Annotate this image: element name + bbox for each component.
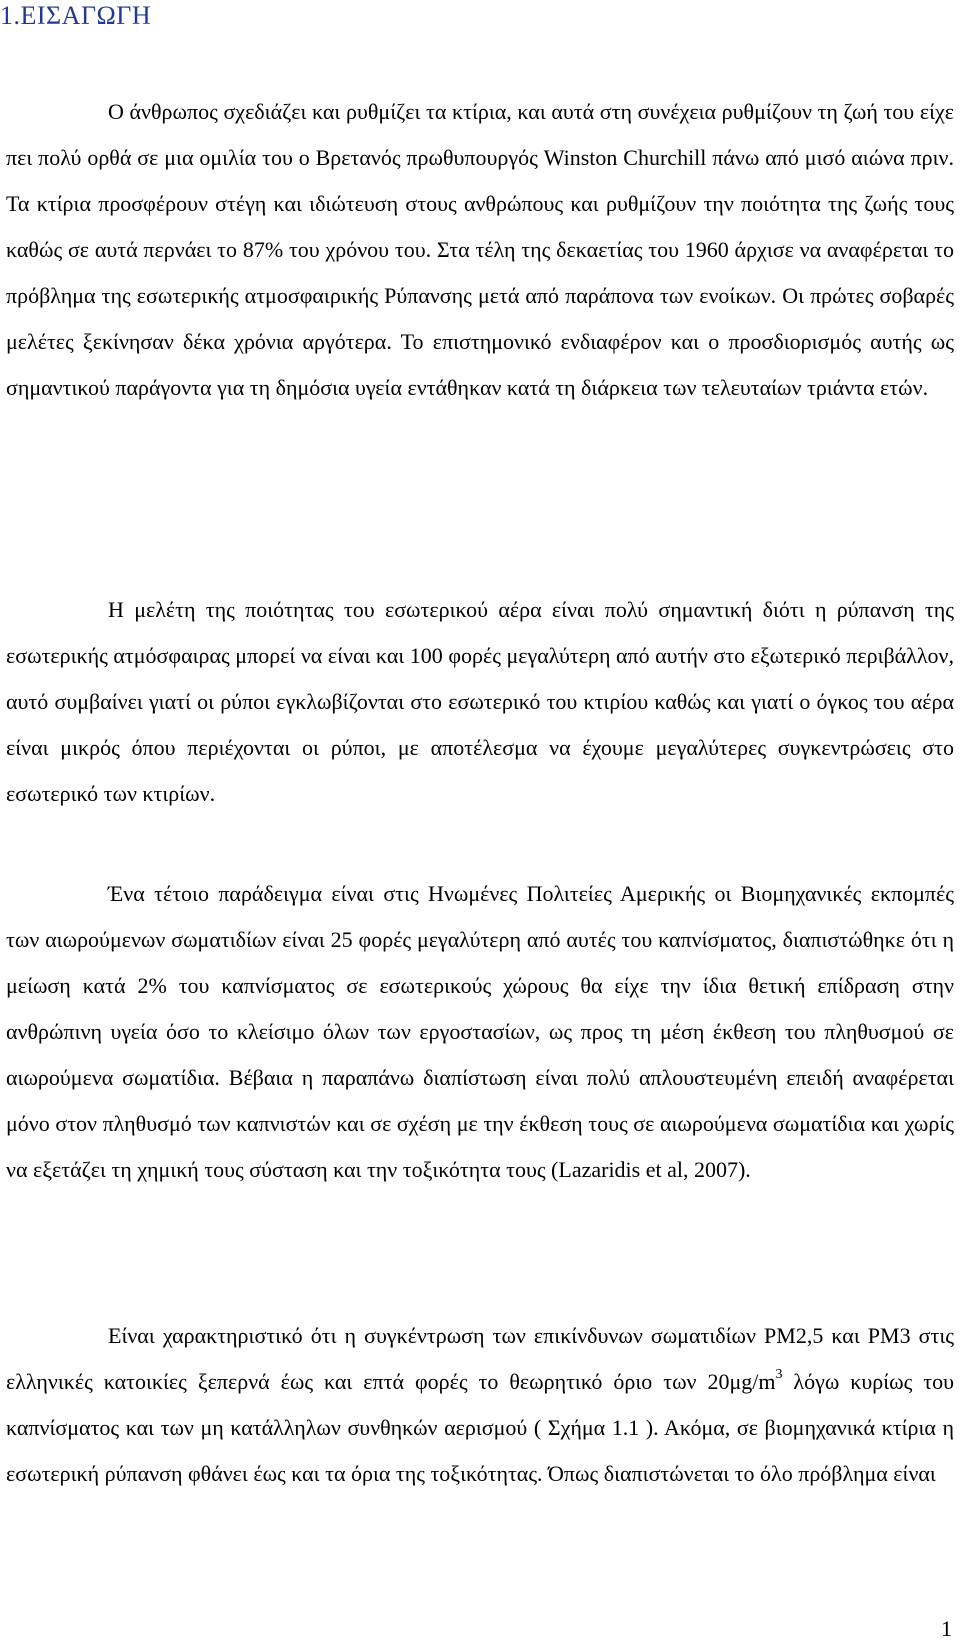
paragraph-greek-homes <box>6 1313 954 1497</box>
superscript: 3 <box>775 1366 783 1382</box>
page-number: 1 <box>941 1616 952 1641</box>
paragraph-text-part: λόγω κυρίως του καπνίσματος και των μη κατάλληλων συνθηκών αερισμού ( Σχήμα 1.1 ). Ακόμα, σε βιομηχανικά κτίρια η εσωτερική ρύπανση φθάνει έως και τα όρια της τοξικότητας. Όπως διαπιστώνεται το όλο πρόβλημα είναι <box>6 1369 955 1486</box>
paragraph-indoor-air-quality: Η μελέτη της ποιότητας του εσωτερικού αέρα είναι πολύ σημαντική διότι η ρύπανση της εσωτερικής ατμόσφαιρας μπορεί να είναι και 100 φορές μεγαλύτερη από αυτήν στο εξωτερικό περιβάλλον, αυτό συμβαίνει γιατί οι ρύποι εγκλωβίζονται στο εσωτερικό του κτιρίου καθώς και γιατί ο όγκος του αέρα είναι μικρός όπου περιέχονται οι ρύποι, με αποτέλεσμα να έχουμε μεγαλύτερες συγκεντρώσεις στο εσωτερικό των κτιρίων. <box>6 597 954 806</box>
paragraph-text-part: Είναι χαρακτηριστικό ότι η συγκέντρωση των επικίνδυνων σωματιδίων PM2,5 και PM3 στις ελληνικές κατοικίες ξεπερνά έως και επτά φορές το θεωρητικό όριο των 20μg/m <box>6 1323 954 1394</box>
section-heading: 1.ΕΙΣΑΓΩΓΗ <box>0 1 152 30</box>
paragraph-usa-example: Ένα τέτοιο παράδειγμα είναι στις Ηνωμένες Πολιτείες Αμερικής οι Βιομηχανικές εκπομπές των αιωρούμενων σωματιδίων είναι 25 φορές μεγαλύτερη από αυτές του καπνίσματος, διαπιστώθηκε ότι η μείωση κατά 2% του καπνίσματος σε εσωτερικούς χώρους θα είχε την ίδια θετική επίδραση στην ανθρώπινη υγεία όσο το κλείσιμο όλων των εργοστασίων, ως προς τη μέση έκθεση του πληθυσμού σε αιωρούμενα σωματίδια. Βέβαια η παραπάνω διαπίστωση είναι πολύ απλουστευμένη επειδή αναφέρεται μόνο στον πληθυσμό των καπνιστών και σε σχέση με την έκθεση τους σε αιωρούμενα σωματίδια και χωρίς να εξετάζει τη χημική τους σύσταση και την τοξικότητα τους (Lazaridis et al, 2007). <box>6 881 954 1182</box>
paragraph-introduction: Ο άνθρωπος σχεδιάζει και ρυθμίζει τα κτίρια, και αυτά στη συνέχεια ρυθμίζουν τη ζωή του είχε πει πολύ ορθά σε μια ομιλία του ο Βρετανός πρωθυπουργός Winston Churchill πάνω από μισό αιώνα πριν. Τα κτίρια προσφέρουν στέγη και ιδιώτευση στους ανθρώπους και ρυθμίζουν την ποιότητα της ζωής τους καθώς σε αυτά περνάει το 87% του χρόνου του. Στα τέλη της δεκαετίας του 1960 άρχισε να αναφέρεται το πρόβλημα της εσωτερικής ατμοσφαιρικής Ρύπανσης μετά από παράπονα των ενοίκων. Οι πρώτες σοβαρές μελέτες ξεκίνησαν δέκα χρόνια αργότερα. Το επιστημονικό ενδιαφέρον και ο προσδιορισμός αυτής ως σημαντικού παράγοντα για τη δημόσια υγεία εντάθηκαν κατά τη διάρκεια των τελευταίων τριάντα ετών. <box>6 99 954 400</box>
